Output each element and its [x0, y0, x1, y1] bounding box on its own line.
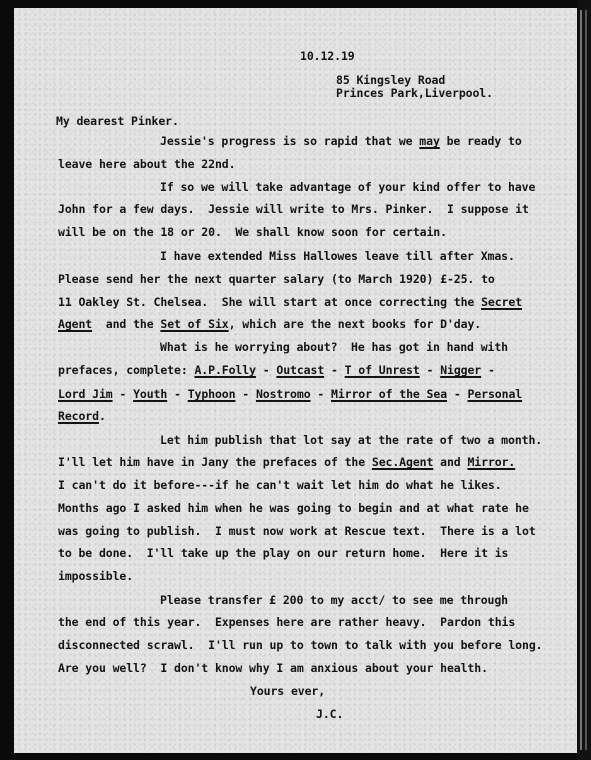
book-title: Secret — [481, 295, 523, 309]
text-span: be ready to — [439, 134, 522, 148]
book-title: Nigger — [440, 363, 482, 377]
book-title: Mirror. — [467, 455, 516, 469]
text-span: Jessie's progress is so rapid that we — [160, 134, 420, 148]
book-title: Set of Six — [160, 317, 229, 331]
paragraph-4-line-1: What is he worrying about? He has got in hand with — [160, 340, 509, 354]
book-title: A.P.Folly — [194, 363, 256, 377]
separator: - — [481, 363, 495, 377]
closing: Yours ever, — [250, 684, 326, 698]
paragraph-1-line-1 — [160, 134, 522, 148]
paragraph-4-line-3 — [58, 387, 522, 401]
text-span: I'll let him have in Jany the prefaces of the — [58, 455, 372, 469]
separator: - — [310, 387, 332, 401]
book-title: Typhoon — [187, 387, 236, 401]
book-title: Youth — [133, 387, 168, 401]
paragraph-6-line-3: disconnected scrawl. I'll run up to town to talk with you before long. — [58, 638, 543, 652]
separator: - — [447, 387, 468, 401]
paragraph-5-line-1: Let him publish that lot say at the rate of two a month. — [160, 433, 543, 447]
book-title: T of Unrest — [344, 363, 420, 377]
paragraph-6-line-2: the end of this year. Expenses here are rather heavy. Pardon this — [58, 615, 516, 629]
address-line-2: Princes Park,Liverpool. — [336, 86, 493, 100]
paragraph-1-line-2: leave here about the 22nd. — [58, 157, 236, 171]
paragraph-5-line-2 — [58, 455, 515, 469]
page-edge-right — [577, 0, 591, 760]
separator: - — [419, 363, 441, 377]
text-span: and — [433, 455, 468, 469]
text-span: prefaces, complete: — [58, 363, 195, 377]
paragraph-2-line-3: will be on the 18 or 20. We shall know soon for certain. — [58, 225, 447, 239]
book-title: Personal — [467, 387, 523, 401]
paragraph-2-line-2: John for a few days. Jessie will write to Mrs. Pinker. I suppose it — [58, 202, 529, 216]
address-line-1: 85 Kingsley Road — [336, 73, 446, 87]
separator: - — [324, 363, 345, 377]
letter-date: 10.12.19 — [300, 49, 355, 63]
separator: - — [112, 387, 134, 401]
underlined-word: may — [419, 134, 440, 148]
text-span: 11 Oakley St. Chelsea. She will start at once correcting the — [58, 295, 482, 309]
paragraph-5-line-7: impossible. — [58, 569, 134, 583]
paragraph-3-line-1: I have extended Miss Hallowes leave till after Xmas. — [160, 249, 515, 263]
paragraph-3-line-3 — [58, 295, 522, 309]
paragraph-2-line-1: If so we will take advantage of your kind offer to have — [160, 180, 536, 194]
paragraph-5-line-4: Months ago I asked him when he was going to begin and at what rate he — [58, 501, 529, 515]
paragraph-5-line-3: I can't do it before---if he can't wait let him do what he likes. — [58, 478, 502, 492]
text-span: and the — [92, 317, 161, 331]
paragraph-6-line-1: Please transfer £ 200 to my acct/ to see me through — [160, 593, 509, 607]
separator: - — [235, 387, 256, 401]
separator: - — [167, 387, 188, 401]
book-title: Sec.Agent — [371, 455, 434, 469]
paragraph-3-line-4 — [58, 317, 481, 331]
book-title: Nostromo — [255, 387, 311, 401]
letter-page — [14, 8, 577, 753]
paragraph-6-line-4: Are you well? I don't know why I am anxious about your health. — [58, 661, 488, 675]
paragraph-5-line-5: was going to publish. I must now work at Rescue text. There is a lot — [58, 524, 536, 538]
salutation: My dearest Pinker. — [56, 114, 179, 128]
signature: J.C. — [316, 707, 344, 721]
paragraph-4-line-4 — [58, 409, 106, 423]
paragraph-5-line-6: to be done. I'll take up the play on our return home. Here it is — [58, 546, 509, 560]
book-title: Agent — [58, 317, 93, 331]
text-span: , which are the next books for D'day. — [228, 317, 482, 331]
book-title: Lord Jim — [58, 387, 113, 401]
paragraph-3-line-2: Please send her the next quarter salary (to March 1920) £-25. to — [58, 272, 495, 286]
text-span: . — [98, 409, 106, 423]
book-title: Mirror of the Sea — [331, 387, 448, 401]
separator: - — [255, 363, 277, 377]
book-title: Record — [58, 409, 99, 423]
book-title: Outcast — [276, 363, 325, 377]
paragraph-4-line-2 — [58, 363, 495, 377]
